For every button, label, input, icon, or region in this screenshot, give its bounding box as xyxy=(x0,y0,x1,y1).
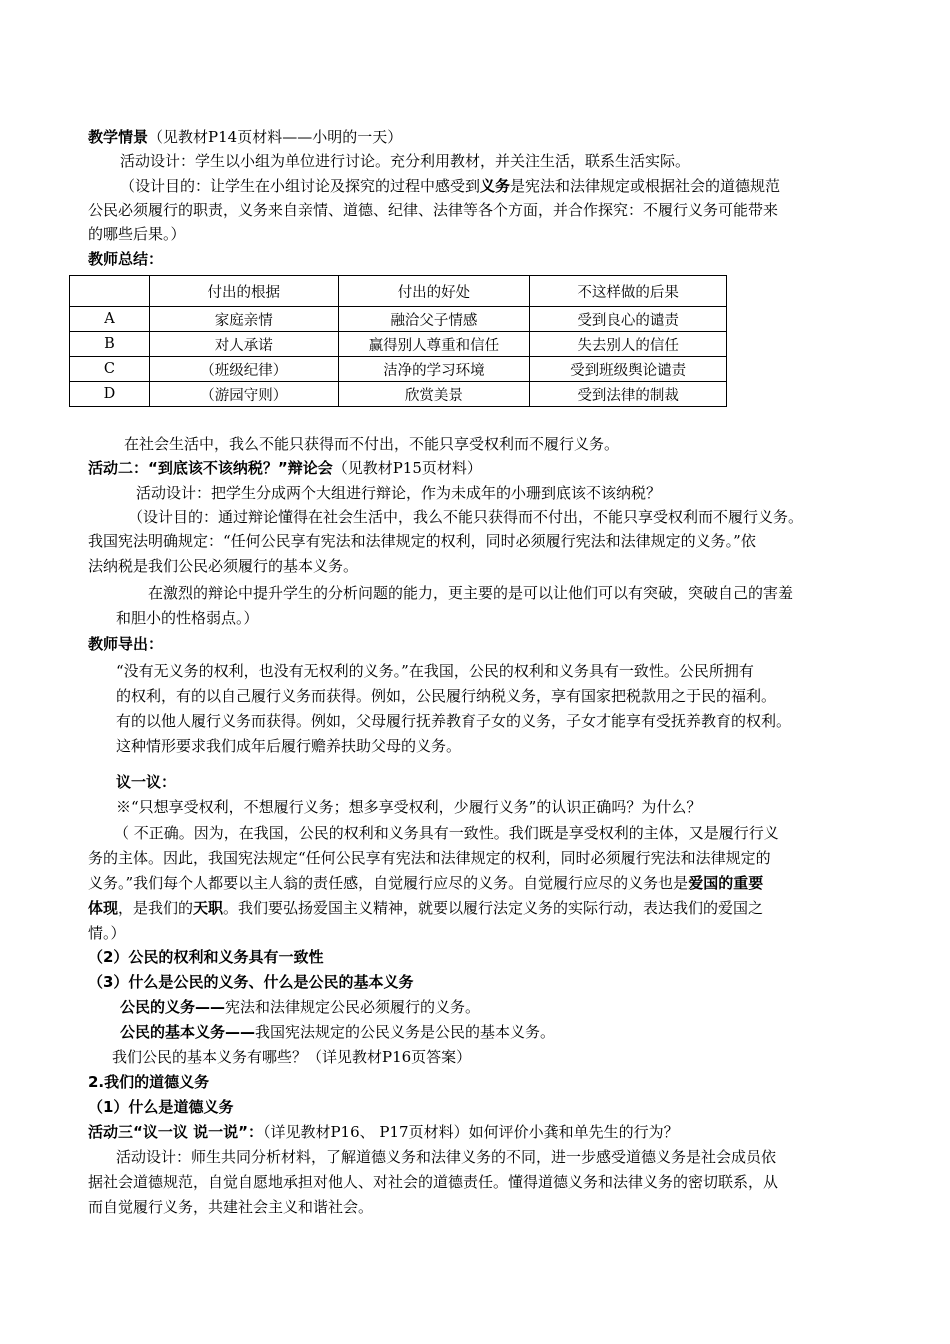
activity2-purpose-3: 法纳税是我们公民必须履行的基本义务。 xyxy=(88,557,359,575)
table-cell: 融洽父子情感 xyxy=(338,307,530,332)
point-2-heading: （2）公民的权利和义务具有一致性 xyxy=(88,948,324,966)
scene-purpose-line2: 公民必须履行的职责，义务来自亲情、道德、纪律、法律等各个方面，并合作探究：不履行义务可能带来 xyxy=(88,201,779,219)
teacher-guide-label: 教师导出： xyxy=(88,635,164,653)
definition-basic-duty: 公民的基本义务——我国宪法规定的公民义务是公民的基本义务。 xyxy=(120,1023,556,1041)
discuss-answer-5: 情。） xyxy=(88,924,126,942)
activity3-line: 活动设计：师生共同分析材料，了解道德义务和法律义务的不同，进一步感受道德义务是社会成员依 xyxy=(116,1148,777,1166)
table-cell: （游园守则） xyxy=(149,382,338,407)
discuss-question: ※“只想享受权利，不想履行义务；想多享受权利，少履行义务”的认识正确吗？为什么？ xyxy=(116,798,702,816)
table-header-cell: 付出的根据 xyxy=(149,276,338,307)
teacher-summary-label: 教师总结： xyxy=(88,250,164,268)
section-2-heading: 2.我们的道德义务 xyxy=(88,1073,210,1091)
table-row xyxy=(70,307,727,332)
scene-heading: 教学情景（见教材P14页材料——小明的一天） xyxy=(88,128,403,146)
table-cell: 欣赏美景 xyxy=(338,382,530,407)
activity2-design: 活动设计：把学生分成两个大组进行辩论，作为未成年的小珊到底该不该纳税？ xyxy=(136,484,662,502)
table-cell: 对人承诺 xyxy=(149,332,338,357)
table-cell: 受到班级舆论谴责 xyxy=(530,357,727,382)
discuss-answer-3: 义务。”我们每个人都要以主人翁的责任感，自觉履行应尽的义务。自觉履行应尽的义务也是爱国的重要 xyxy=(88,874,764,892)
teacher-guide-line: 有的以他人履行义务而获得。例如，父母履行抚养教育子女的义务，子女才能享有受抚养教育的权利。 xyxy=(116,712,792,730)
discuss-answer-2: 务的主体。因此，我国宪法规定“任何公民享有宪法和法律规定的权利，同时必须履行宪法和法律规定的 xyxy=(88,849,771,867)
activity3-line: 据社会道德规范，自觉自愿地承担对他人、对社会的道德责任。懂得道德义务和法律义务的密切联系，从 xyxy=(88,1173,779,1191)
teacher-guide-line: “没有无义务的权利，也没有无权利的义务。”在我国，公民的权利和义务具有一致性。公民所拥有 xyxy=(116,662,754,680)
table-cell: （班级纪律） xyxy=(149,357,338,382)
scene-activity: 活动设计：学生以小组为单位进行讨论。充分利用教材，并关注生活，联系生活实际。 xyxy=(120,152,691,170)
table-row xyxy=(70,332,727,357)
table-cell: 赢得别人尊重和信任 xyxy=(338,332,530,357)
table-cell: 受到法律的制裁 xyxy=(530,382,727,407)
discuss-answer-1: （ 不正确。因为，在我国，公民的权利和义务具有一致性。我们既是享受权利的主体，又是履行行义 xyxy=(114,824,779,842)
activity3-heading: 活动三“议一议 说一说”：（详见教材P16、 P17页材料）如何评价小龚和单先生的行为？ xyxy=(88,1123,679,1141)
discuss-label: 议一议： xyxy=(116,773,177,791)
table-row xyxy=(70,382,727,407)
teacher-guide-line: 这种情形要求我们成年后履行赡养扶助父母的义务。 xyxy=(116,737,462,755)
table-cell: C xyxy=(70,357,150,382)
teacher-guide-line: 的权利，有的以自己履行义务而获得。例如，公民履行纳税义务，享有国家把税款用之于民的福利。 xyxy=(116,687,777,705)
point-3-heading: （3）什么是公民的义务、什么是公民的基本义务 xyxy=(88,973,414,991)
table-cell: A xyxy=(70,307,150,332)
table-cell: 家庭亲情 xyxy=(149,307,338,332)
table-cell: 失去别人的信任 xyxy=(530,332,727,357)
activity2-purpose-4: 在激烈的辩论中提升学生的分析问题的能力，更主要的是可以让他们可以有突破，突破自己的害羞 xyxy=(148,584,794,602)
activity2-purpose-2: 我国宪法明确规定：“任何公民享有宪法和法律规定的权利，同时必须履行宪法和法律规定的义务。”依 xyxy=(88,532,756,550)
table-header-cell: 不这样做的后果 xyxy=(530,276,727,307)
table-cell: 洁净的学习环境 xyxy=(338,357,530,382)
summary-table xyxy=(69,275,727,407)
table-header-cell xyxy=(70,276,150,307)
table-row xyxy=(70,357,727,382)
scene-purpose-line1: （设计目的：让学生在小组讨论及探究的过程中感受到义务是宪法和法律规定或根据社会的道德规范 xyxy=(120,177,781,195)
table-cell: D xyxy=(70,382,150,407)
activity2-purpose-5: 和胆小的性格弱点。） xyxy=(116,609,259,627)
table-header-row xyxy=(70,276,727,307)
activity2-heading: 活动二：“到底该不该纳税？”辩论会（见教材P15页材料） xyxy=(88,459,482,477)
section-2-subheading: （1）什么是道德义务 xyxy=(88,1098,234,1116)
activity2-purpose-1: （设计目的：通过辩论懂得在社会生活中，我么不能只获得而不付出，不能只享受权利而不履行义务。 xyxy=(128,508,804,526)
basic-duty-question: 我们公民的基本义务有哪些？（详见教材P16页答案） xyxy=(112,1048,472,1066)
table-header-cell: 付出的好处 xyxy=(338,276,530,307)
definition-duty: 公民的义务——宪法和法律规定公民必须履行的义务。 xyxy=(120,998,481,1016)
table-cell: 受到良心的谴责 xyxy=(530,307,727,332)
scene-purpose-line3: 的哪些后果。） xyxy=(88,225,186,243)
conclusion-1: 在社会生活中，我么不能只获得而不付出，不能只享受权利而不履行义务。 xyxy=(124,435,620,453)
table-cell: B xyxy=(70,332,150,357)
activity3-line: 而自觉履行义务，共建社会主义和谐社会。 xyxy=(88,1198,374,1216)
discuss-answer-4: 体现，是我们的天职。我们要弘扬爱国主义精神，就要以履行法定义务的实际行动，表达我们的爱国之 xyxy=(88,899,764,917)
